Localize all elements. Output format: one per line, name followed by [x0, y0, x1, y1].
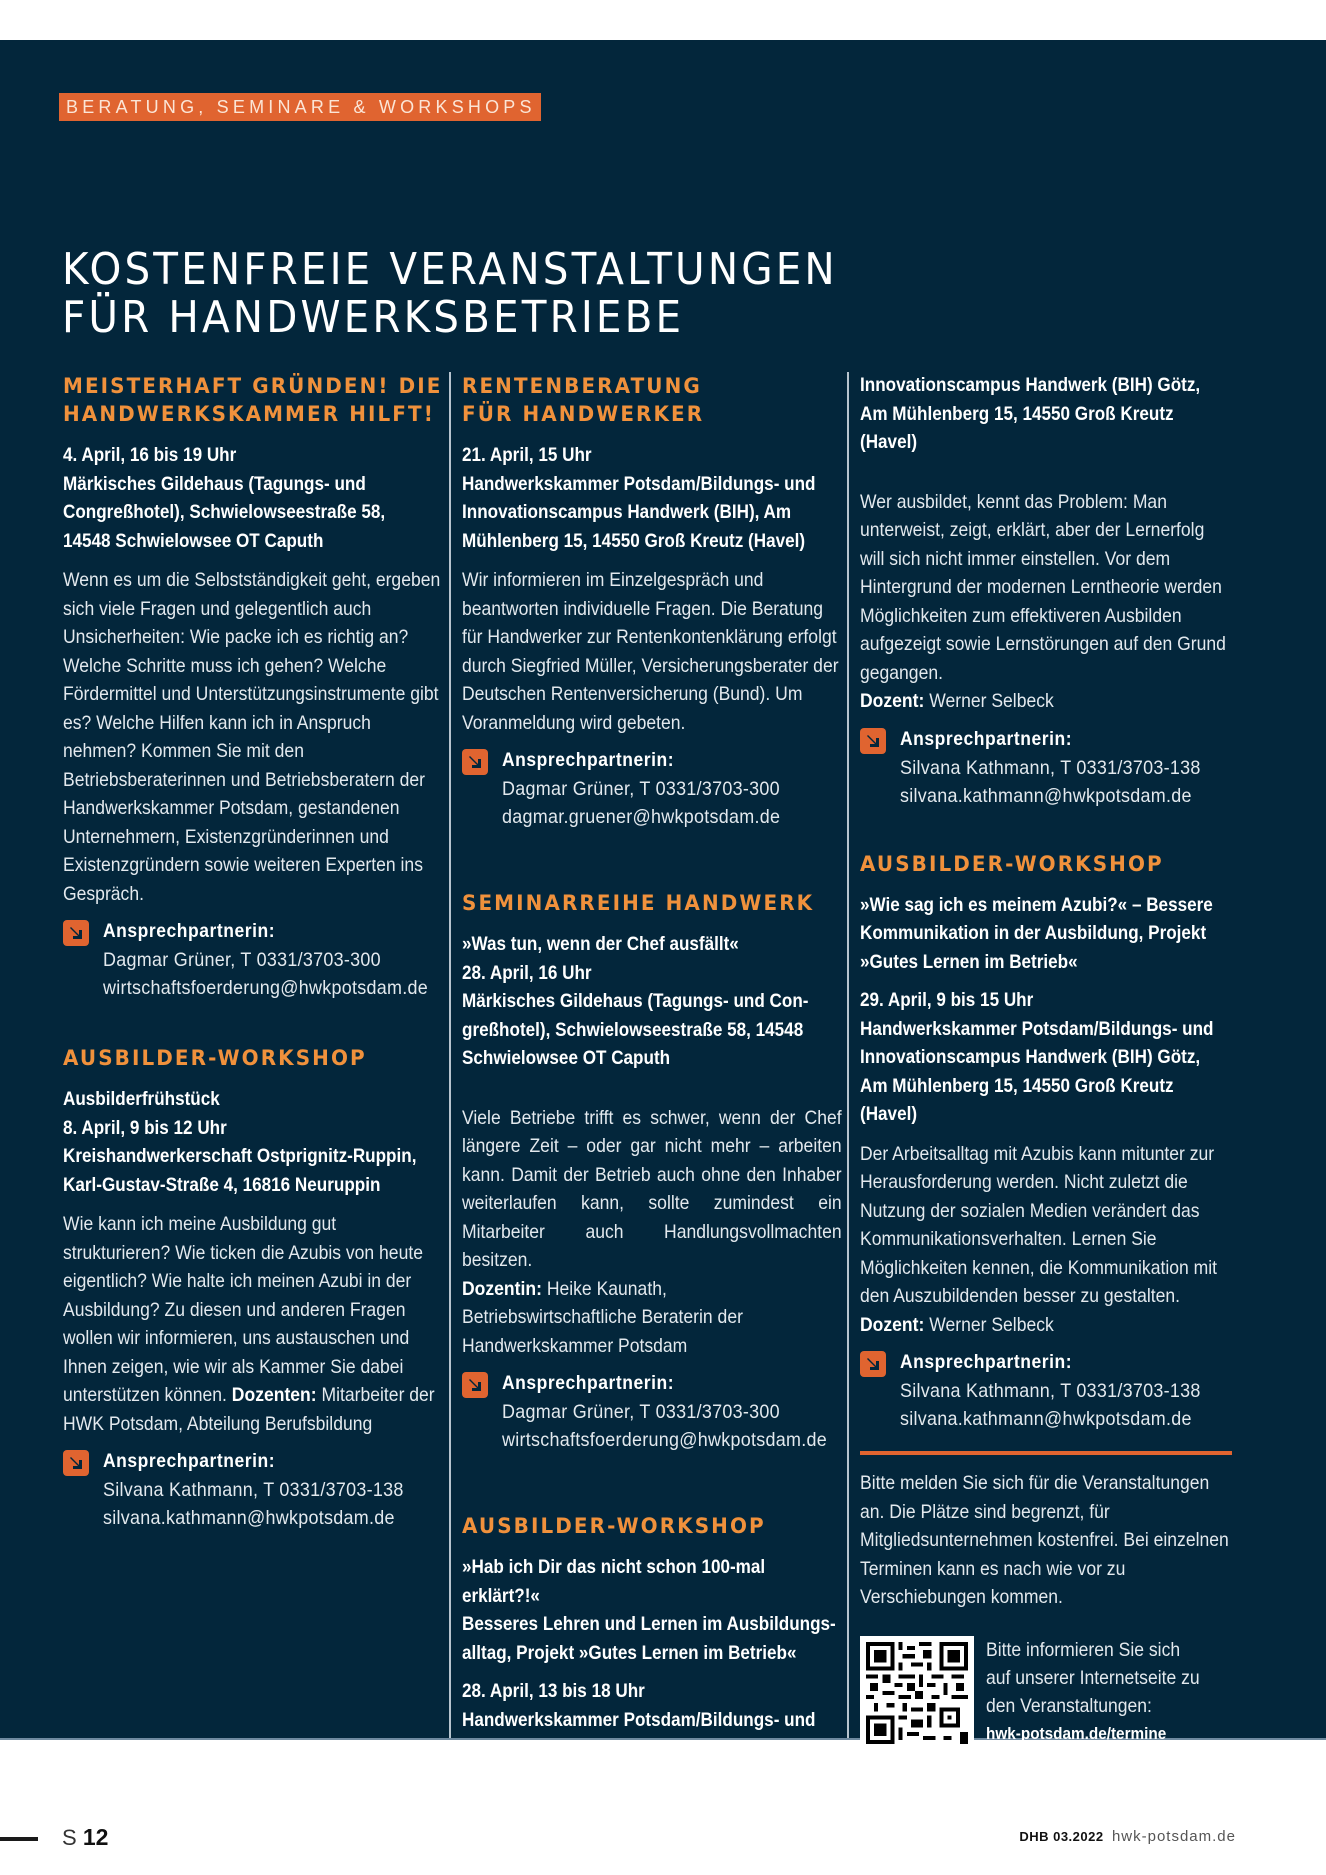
event-location: Kreishandwerkerschaft Ostprignitz-Ruppin,	[63, 1146, 417, 1167]
contact-label: Ansprechpartnerin:	[103, 921, 276, 942]
qr-code-icon[interactable]	[860, 1636, 974, 1750]
event-date: 28. April, 13 bis 18 Uhr	[462, 1681, 645, 1702]
column-3	[860, 372, 1232, 1750]
event-date: 4. April, 16 bis 19 Uhr	[63, 445, 237, 466]
contact-block	[860, 1349, 1232, 1433]
arrow-icon	[860, 728, 886, 754]
event-meta: 21. April, 15 Uhr Handwerkskammer Potsdam/Bildungs- und Innovationscampus Handwerk (BIH), Am Mühlenberg 15, 14550 Groß Kreutz (Havel)	[462, 442, 842, 556]
contact-name-phone: Dagmar Grüner, T 0331/3703-300	[502, 1401, 780, 1423]
event-date: 28. April, 16 Uhr	[462, 962, 592, 984]
event-subtitle: »Hab ich Dir das nicht schon 100-mal erklärt?!« Besseres Lehren und Lernen im Ausbildungs- alltag, Projekt »Gutes Lernen im Betrieb«	[462, 1557, 836, 1664]
event-date: 29. April, 9 bis 15 Uhr	[860, 990, 1034, 1011]
event-meta: »Was tun, wenn der Chef ausfällt« 28. April, 16 Uhr Märkisches Gildehaus (Tagungs- und Con- greßhotel), Schwielowseestraße 58, 14548 Schwielowsee OT Caputh	[462, 931, 842, 1074]
event-meta: Ausbilderfrühstück 8. April, 9 bis 12 Uhr Kreishandwerkerschaft Ostprignitz-Ruppin, Karl-Gustav-Straße 4, 16816 Neuruppin	[63, 1086, 443, 1200]
contact-label: Ansprechpartnerin:	[502, 750, 675, 771]
event-subtitle: »Was tun, wenn der Chef ausfällt«	[462, 934, 739, 955]
lecturer-label: Dozent:	[860, 1313, 925, 1336]
contact-email-link[interactable]: silvana.kathmann@hwkpotsdam.de	[103, 1507, 395, 1529]
lecturer-label: Dozenten:	[231, 1384, 317, 1406]
event-description: Viele Betriebe trifft es schwer, wenn der Chef längere Zeit – oder gar nicht mehr – arbeiten kann. Damit der Betrieb auch ohne den Inhaber weiterlaufen kann, sollte zumindest ein Mitarbeiter auch Handlungsvollmachten besitzen.	[462, 1106, 842, 1271]
contact-name-phone: Silvana Kathmann, T 0331/3703-138	[900, 1380, 1201, 1402]
event-seminarreihe-handwerk	[462, 889, 842, 1454]
contact-block	[462, 747, 842, 831]
contact-label: Ansprechpartnerin:	[103, 1451, 276, 1472]
contact-email-link[interactable]: dagmar.gruener@hwkpotsdam.de	[502, 806, 781, 828]
contact-name-phone: Silvana Kathmann, T 0331/3703-138	[103, 1479, 404, 1501]
event-ausbilder-fruehstueck	[63, 1044, 443, 1532]
event-location: Innovationscampus Handwerk (BIH) Götz, Am Mühlenberg 15, 14550 Groß Kreutz (Havel)	[860, 375, 1201, 453]
event-subtitle: Ausbilderfrühstück	[63, 1089, 220, 1110]
event-location: Märkisches Gildehaus (Tagungs- und	[63, 473, 366, 495]
section-kicker: BERATUNG, SEMINARE & WORKSHOPS	[59, 93, 541, 121]
arrow-icon	[462, 1372, 488, 1398]
event-description: Wenn es um die Selbstständigkeit geht, ergeben sich viele Fragen und gelegentlich auch Unsicherheiten: Wie packe ich es richtig an? Welche Schritte muss ich gehen? Welche Fördermittel und Unterstützungsinstrumente gibt es? Welche Hilfen kann ich in Anspruch nehmen? Kommen Sie mit den Betriebsberaterinnen und Betriebsberatern der Handwerkskammer Potsdam, gestandenen Unternehmern, Existenzgründerinnen und Existenzgründern sowie weiteren Experten ins Gespräch.	[63, 569, 441, 905]
lecturer-name: Mitarbeiter der HWK Potsdam, Abteilung Berufsbildung	[63, 1384, 435, 1435]
event-heading: AUSBILDER-WORKSHOP	[63, 1046, 367, 1070]
event-location: Handwerkskammer Potsdam/Bildungs- und	[860, 1018, 1214, 1040]
contact-name-phone: Silvana Kathmann, T 0331/3703-138	[900, 756, 1201, 779]
contact-name-phone: Dagmar Grüner, T 0331/3703-300	[502, 778, 780, 800]
registration-notice: Bitte melden Sie sich für die Veranstaltungen an. Die Plätze sind begrenzt, für Mitgliedsunternehmen kostenfrei. Bei einzelnen Terminen kann es nach wie vor zu Verschiebungen kommen.	[860, 1472, 1229, 1608]
arrow-icon	[462, 749, 488, 775]
event-description: Wie kann ich meine Ausbildung gut strukturieren? Wie ticken die Azubis von heute eigentlich? Wie halte ich meinen Azubi in der Ausbildung? Zu diesen und anderen Fragen wollen wir informieren, uns austauschen und Ihnen zeigen, wie wir als Kammer Sie dabei unterstützen können. Dozenten: Mitarbeiter der HWK Potsdam, Abteilung Berufsbildung	[63, 1213, 435, 1435]
event-lecturer	[462, 1275, 842, 1361]
event-ausbilder-workshop-lehren	[462, 1512, 842, 1735]
event-location: Handwerkskammer Potsdam/Bildungs- und	[462, 1709, 816, 1731]
title-line-1: KOSTENFREIE VERANSTALTUNGEN	[62, 244, 838, 295]
page-number: S 12	[62, 1824, 109, 1850]
event-ausbilder-workshop-lehren-continued	[860, 372, 1232, 810]
issue-label: DHB 03.2022	[1019, 1829, 1104, 1844]
event-subtitle: »Wie sag ich es meinem Azubi?« – Bessere Kommunikation in der Ausbildung, Projekt »Gutes Lernen im Betrieb«	[860, 894, 1213, 973]
contact-block	[63, 1448, 443, 1532]
event-meta: 4. April, 16 bis 19 Uhr Märkisches Gildehaus (Tagungs- und Congreßhotel), Schwielowseestraße 58, 14548 Schwielowsee OT Caputh	[63, 442, 443, 556]
column-1	[63, 372, 443, 1532]
arrow-icon	[63, 920, 89, 946]
event-heading: SEMINARREIHE HANDWERK	[462, 891, 815, 915]
event-heading: AUSBILDER-WORKSHOP	[462, 1514, 766, 1538]
lecturer-label: Dozentin:	[462, 1277, 542, 1300]
column-2	[462, 372, 842, 1735]
contact-block	[63, 918, 443, 1002]
website-link[interactable]: hwk-potsdam.de/termine	[986, 1723, 1167, 1743]
event-date: 8. April, 9 bis 12 Uhr	[63, 1117, 227, 1139]
contact-label: Ansprechpartnerin:	[900, 728, 1073, 750]
arrow-icon	[63, 1450, 89, 1476]
lecturer-name: Werner Selbeck	[929, 1313, 1054, 1336]
event-lecturer	[860, 1311, 1232, 1340]
contact-email-link[interactable]: wirtschaftsfoerderung@hwkpotsdam.de	[502, 1429, 828, 1451]
footer-rule	[0, 1837, 38, 1841]
column-divider	[449, 372, 451, 1738]
contact-label: Ansprechpartnerin:	[900, 1352, 1073, 1373]
lecturer-label: Dozent:	[860, 690, 925, 712]
orange-divider	[860, 1451, 1232, 1455]
event-description: Der Arbeitsalltag mit Azubis kann mitunter zur Herausforderung werden. Nicht zuletzt die Nutzung der sozialen Medien verändert das Kommunikationsverhalten. Lernen Sie Möglichkeiten kennen, die Kommunikation mit den Auszubildenden besser zu gestalten.	[860, 1142, 1218, 1307]
event-heading: MEISTERHAFT GRÜNDEN! DIE HANDWERKSKAMMER HILFT!	[63, 374, 443, 426]
contact-email-link[interactable]: silvana.kathmann@hwkpotsdam.de	[900, 784, 1192, 807]
event-heading: AUSBILDER-WORKSHOP	[860, 851, 1164, 876]
event-meisterhaft-gruenden	[63, 372, 443, 1002]
contact-email-link[interactable]: wirtschaftsfoerderung@hwkpotsdam.de	[103, 977, 429, 999]
event-meta	[462, 1678, 842, 1735]
event-heading: RENTENBERATUNG FÜR HANDWERKER	[462, 374, 705, 426]
contact-block	[462, 1370, 842, 1454]
contact-label: Ansprechpartnerin:	[502, 1373, 675, 1394]
footer-publication	[1019, 1826, 1236, 1848]
lecturer-name: Werner Selbeck	[929, 690, 1054, 712]
qr-block	[860, 1636, 1232, 1750]
event-location: Handwerkskammer Potsdam/Bildungs- und	[462, 473, 816, 495]
contact-block	[860, 726, 1232, 810]
event-ausbilder-workshop-kommunikation	[860, 850, 1232, 1434]
event-location: Märkisches Gildehaus (Tagungs- und Con-	[462, 991, 809, 1012]
column-divider	[847, 372, 849, 1738]
arrow-icon	[860, 1351, 886, 1377]
contact-email-link[interactable]: silvana.kathmann@hwkpotsdam.de	[900, 1408, 1192, 1430]
footer-site-link[interactable]: hwk-potsdam.de	[1111, 1828, 1236, 1845]
event-lecturer	[860, 687, 1232, 716]
qr-caption: Bitte informieren Sie sich auf unserer Internetseite zu den Veranstaltungen: hwk-potsdam.de/termine	[986, 1636, 1207, 1750]
contact-name-phone: Dagmar Grüner, T 0331/3703-300	[103, 949, 381, 971]
event-description: Wer ausbildet, kennt das Problem: Man unterweist, zeigt, erklärt, aber der Lernerfolg will sich nicht immer einstellen. Vor dem Hintergrund der modernen Lerntheorie werden Möglichkeiten zum effektiveren Ausbilden aufgezeigt sowie Lernstörungen auf den Grund gegangen.	[860, 490, 1226, 684]
event-meta: 29. April, 9 bis 15 Uhr Handwerkskammer Potsdam/Bildungs- und Innovationscampus Handwerk (BIH) Götz, Am Mühlenberg 15, 14550 Groß Kreutz (Havel)	[860, 987, 1232, 1130]
page-title	[62, 246, 838, 342]
lecturer-name: Heike Kaunath, Betriebswirtschaftliche Beraterin der Handwerkskammer Potsdam	[462, 1277, 743, 1357]
event-description: Wir informieren im Einzelgespräch und beantworten individuelle Fragen. Die Beratung für Handwerker zur Rentenkontenklärung erfolgt durch Siegfried Müller, Versicherungsberater der Deutschen Rentenversicherung (Bund). Um Voranmeldung wird gebeten.	[462, 569, 839, 734]
title-line-2: FÜR HANDWERKSBETRIEBE	[62, 292, 685, 343]
event-date: 21. April, 15 Uhr	[462, 445, 592, 466]
event-rentenberatung	[462, 372, 842, 831]
